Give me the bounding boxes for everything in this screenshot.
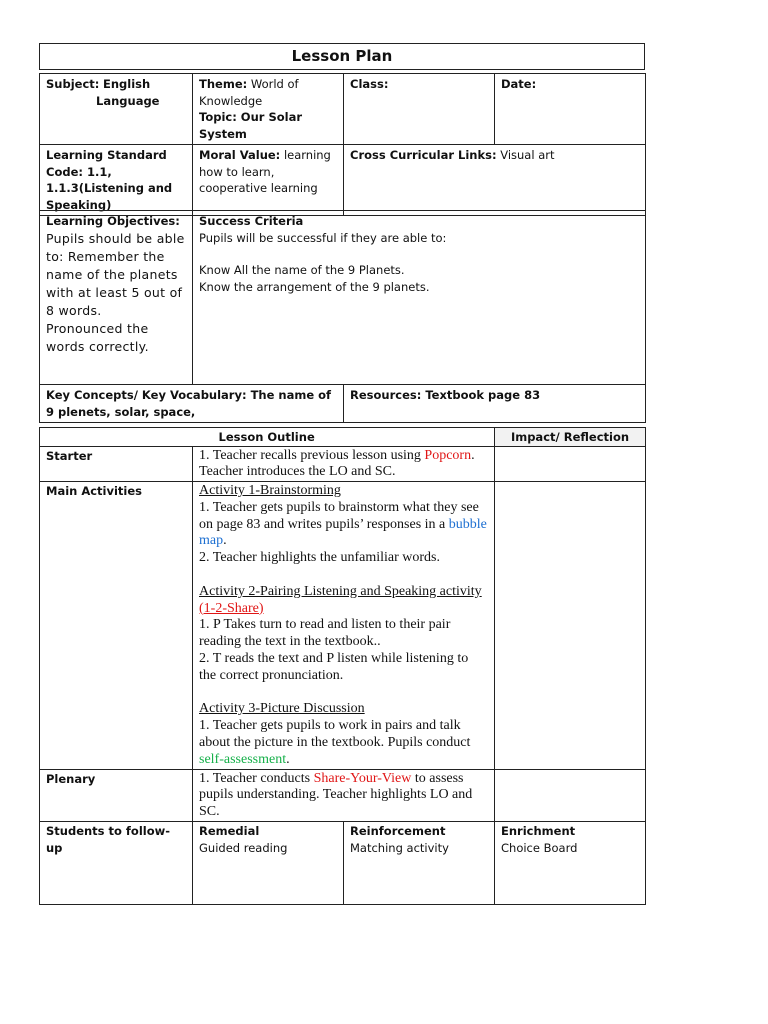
resources-cell: Resources: Textbook page 83	[344, 385, 646, 423]
enrichment-cell: Enrichment Choice Board	[495, 822, 646, 905]
reinforcement-cell: Reinforcement Matching activity	[344, 822, 495, 905]
plenary-cell: 1. Teacher conducts Share-Your-View to assess pupils understanding. Teacher highlights LO and SC.	[193, 769, 495, 821]
plenary-impact-cell	[495, 769, 646, 821]
subject-cell: Subject: English Language	[40, 74, 193, 145]
main-activities-label: Main Activities	[40, 482, 193, 770]
class-cell: Class:	[344, 74, 495, 145]
lesson-outline-table	[39, 427, 646, 905]
success-criteria-cell: Success Criteria Pupils will be successful if they are able to: Know All the name of the 9 Planets. Know the arrangement of the 9 planets.	[193, 211, 646, 385]
learning-standard-cell: Learning Standard Code: 1.1, 1.1.3(Listening and Speaking)	[40, 145, 193, 216]
key-concepts-cell: Key Concepts/ Key Vocabulary: The name of 9 plenets, solar, space,	[40, 385, 344, 423]
date-cell: Date:	[495, 74, 646, 145]
objectives-table	[39, 210, 646, 423]
impact-reflection-header: Impact/ Reflection	[495, 428, 646, 447]
plenary-label: Plenary	[40, 769, 193, 821]
starter-cell: 1. Teacher recalls previous lesson using Popcorn. Teacher introduces the LO and SC.	[193, 446, 495, 482]
starter-impact-cell	[495, 446, 646, 482]
header-table	[39, 73, 646, 216]
page-title: Lesson Plan	[39, 43, 645, 70]
lesson-outline-header: Lesson Outline	[193, 428, 495, 447]
cross-curricular-cell: Cross Curricular Links: Visual art	[344, 145, 646, 216]
theme-cell: Theme: World of Knowledge Topic: Our Solar System	[193, 74, 344, 145]
moral-value-cell: Moral Value: learning how to learn, cooperative learning	[193, 145, 344, 216]
main-impact-cell	[495, 482, 646, 770]
starter-label: Starter	[40, 446, 193, 482]
follow-up-label: Students to follow-up	[40, 822, 193, 905]
learning-objectives-cell: Learning Objectives: Pupils should be able to: Remember the name of the planets with at least 5 out of 8 words. Pronounced the words correctly.	[40, 211, 193, 385]
main-activities-cell: Activity 1-Brainstorming 1. Teacher gets pupils to brainstorm what they see on page 83 and writes pupils’ responses in a bubble map. 2. Teacher highlights the unfamiliar words. Activity 2-Pairing Listening and Speaking activity (1-2-Share) 1. P Takes turn to read and listen to their pair reading the text in the textbook.. 2. T reads the text and P listen while listening to the correct pronunciation. Activity 3-Picture Discussion 1. Teacher gets pupils to work in pairs and talk about the picture in the textbook. Pupils conduct self-assessment.	[193, 482, 495, 770]
remedial-cell: Remedial Guided reading	[193, 822, 344, 905]
